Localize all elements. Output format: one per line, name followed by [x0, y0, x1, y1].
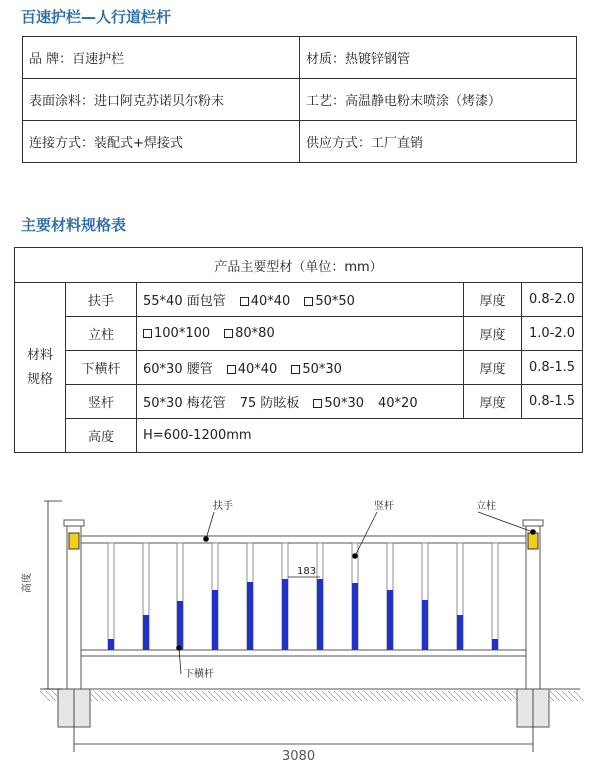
ground-hatch	[292, 691, 302, 701]
baluster	[108, 543, 114, 650]
spec-side-bottom: 规格	[26, 371, 53, 387]
baluster-leader	[355, 512, 377, 556]
ground-hatch	[472, 691, 482, 701]
ground-hatch	[484, 691, 494, 701]
ground-hatch	[358, 691, 368, 701]
ground-hatch	[322, 691, 332, 701]
spec-row-items	[137, 351, 464, 385]
spec-item	[143, 392, 226, 411]
ground-hatch	[442, 691, 452, 701]
left-reflector	[69, 533, 79, 549]
ground-hatch	[562, 691, 572, 701]
spec-table	[14, 247, 583, 453]
baluster-fill	[108, 639, 114, 650]
spec-row-name: 立柱	[66, 317, 137, 351]
ground-hatch	[400, 691, 410, 701]
ground-hatch	[388, 691, 398, 701]
baluster-fill	[282, 579, 288, 650]
ground-hatch	[304, 691, 314, 701]
ground-hatch	[286, 691, 296, 701]
spec-item	[240, 392, 300, 411]
handrail	[81, 536, 526, 543]
baluster-fill	[212, 590, 218, 650]
square-tube-icon	[224, 329, 233, 338]
spec-item	[224, 326, 275, 341]
ground-hatch	[418, 691, 428, 701]
ground-hatch	[202, 691, 212, 701]
ground-hatch	[130, 691, 140, 701]
ground-hatch	[262, 691, 272, 701]
square-tube-icon	[304, 297, 313, 306]
post-dot	[531, 530, 536, 535]
ground-hatch	[454, 691, 464, 701]
handrail-dot	[204, 537, 209, 542]
ground-hatch	[190, 691, 200, 701]
spec-header: 产品主要型材（单位：mm）	[15, 248, 583, 283]
baluster-fill	[492, 639, 498, 650]
spec-item-text: 100*100	[154, 326, 211, 341]
thickness-label: 厚度	[464, 317, 522, 351]
spec-item	[304, 294, 355, 309]
baluster	[492, 543, 498, 650]
label-width: 3080	[282, 749, 316, 764]
thickness-label: 厚度	[464, 385, 522, 419]
ground-hatch	[238, 691, 248, 701]
ground-hatch	[178, 691, 188, 701]
baluster-fill	[177, 601, 183, 650]
square-tube-icon	[313, 399, 322, 408]
spec-item	[143, 358, 213, 377]
spec-side-label	[15, 283, 66, 453]
spec-item	[313, 396, 364, 411]
ground-hatch	[172, 691, 182, 701]
info-supply: 供应方式：工厂直销	[300, 121, 577, 163]
ground-hatch	[496, 691, 506, 701]
height-name: 高度	[66, 419, 137, 453]
ground-hatch	[94, 691, 104, 701]
ground-hatch	[196, 691, 206, 701]
label-handrail: 扶手	[213, 501, 233, 512]
ground-hatch	[478, 691, 488, 701]
ground-hatch	[574, 691, 584, 701]
info-connection: 连接方式：装配式+焊接式	[23, 121, 300, 163]
spec-side-top: 材料	[26, 347, 53, 363]
ground-hatch	[154, 691, 164, 701]
ground-hatch	[46, 691, 56, 701]
ground-hatch	[448, 691, 458, 701]
ground-hatch	[214, 691, 224, 701]
ground-hatch	[40, 691, 50, 701]
ground-hatch	[556, 691, 566, 701]
ground-hatch	[328, 691, 338, 701]
baluster-fill	[317, 579, 323, 650]
thickness-value: 1.0-2.0	[522, 317, 583, 351]
spec-row-name: 下横杆	[66, 351, 137, 385]
thickness-label: 厚度	[464, 351, 522, 385]
ground-hatch	[244, 691, 254, 701]
ground-hatch	[160, 691, 170, 701]
ground-hatch	[436, 691, 446, 701]
ground-hatch	[232, 691, 242, 701]
info-process: 工艺：高温静电粉末喷涂（烤漆）	[300, 79, 577, 121]
baluster-fill	[387, 590, 393, 650]
spec-item	[240, 294, 291, 309]
thickness-value: 0.8-1.5	[522, 385, 583, 419]
label-height: 高度	[22, 573, 33, 593]
ground-hatch	[466, 691, 476, 701]
right-reflector	[528, 533, 538, 549]
ground-hatch	[382, 691, 392, 701]
square-tube-icon	[227, 365, 236, 374]
ground-hatch	[220, 691, 230, 701]
ground-hatch	[124, 691, 134, 701]
ground-hatch	[112, 691, 122, 701]
ground-hatch	[550, 691, 560, 701]
ground-hatch	[208, 691, 218, 701]
ground-hatch	[184, 691, 194, 701]
ground-hatch	[412, 691, 422, 701]
ground-hatch	[370, 691, 380, 701]
left-post-cap	[64, 520, 84, 526]
ground-hatch	[490, 691, 500, 701]
ground-hatch	[316, 691, 326, 701]
spec-item-text: 40*20	[378, 396, 418, 411]
railing-drawing	[0, 488, 594, 770]
spec-item-text: 50*30	[324, 396, 364, 411]
ground-hatch	[280, 691, 290, 701]
label-bottom-rail: 下横杆	[184, 669, 214, 680]
ground-hatch	[376, 691, 386, 701]
baluster-fill	[422, 600, 428, 650]
ground-hatch	[118, 691, 128, 701]
label-post: 立柱	[476, 501, 496, 512]
spec-item-text: 50*30 梅花管	[143, 396, 226, 411]
baluster-fill	[457, 615, 463, 650]
spec-item-text: 55*40 面包管	[143, 294, 226, 309]
label-baluster: 竖杆	[374, 501, 394, 512]
spec-item-text: 40*40	[237, 362, 278, 377]
ground-hatch	[460, 691, 470, 701]
bottom-rail	[81, 650, 526, 656]
spec-item-text: 50*30	[302, 362, 342, 377]
spec-row-name: 扶手	[66, 283, 137, 317]
thickness-label: 厚度	[464, 283, 522, 317]
spec-item-text: 40*40	[250, 294, 291, 309]
ground-hatch	[274, 691, 284, 701]
spec-row-name: 竖杆	[66, 385, 137, 419]
baluster-fill	[352, 583, 358, 650]
ground-hatch	[424, 691, 434, 701]
product-info-table	[22, 36, 577, 163]
spec-section-title: 主要材料规格表	[21, 216, 127, 234]
square-tube-icon	[143, 329, 152, 338]
spec-item-text: 50*50	[315, 294, 355, 309]
ground-hatch	[406, 691, 416, 701]
ground-hatch	[148, 691, 158, 701]
spec-item	[143, 290, 226, 309]
spec-item-text: 75 防眩板	[239, 396, 300, 411]
spec-row-items	[137, 385, 464, 419]
ground-hatch	[106, 691, 116, 701]
spec-item	[227, 362, 278, 377]
spec-item	[291, 362, 342, 377]
ground-hatch	[298, 691, 308, 701]
spec-item	[143, 326, 210, 341]
ground-hatch	[250, 691, 260, 701]
thickness-value: 0.8-1.5	[522, 351, 583, 385]
ground-hatch	[430, 691, 440, 701]
ground-hatch	[340, 691, 350, 701]
thickness-value: 0.8-2.0	[522, 283, 583, 317]
right-post-cap	[523, 520, 543, 526]
baluster-fill	[143, 615, 149, 650]
ground-hatch	[352, 691, 362, 701]
spec-row-items	[137, 283, 464, 317]
info-brand: 品 牌：百速护栏	[23, 37, 300, 79]
ground-hatch	[394, 691, 404, 701]
ground-hatch	[346, 691, 356, 701]
height-value: H=600-1200mm	[137, 419, 583, 453]
ground-hatch	[364, 691, 374, 701]
ground-hatch	[502, 691, 512, 701]
spec-row-items	[137, 317, 464, 351]
spec-item-text: 80*80	[235, 326, 275, 341]
info-material: 材质：热镀锌钢管	[300, 37, 577, 79]
ground-hatch	[568, 691, 578, 701]
info-coating: 表面涂料：进口阿克苏诺贝尔粉末	[23, 79, 300, 121]
baluster-dot	[353, 554, 358, 559]
spec-item	[378, 396, 418, 411]
ground-hatch	[334, 691, 344, 701]
baluster-fill	[247, 582, 253, 650]
bottom-rail-dot	[177, 646, 182, 651]
ground-hatch	[100, 691, 110, 701]
ground-hatch	[268, 691, 278, 701]
ground-hatch	[136, 691, 146, 701]
ground-hatch	[310, 691, 320, 701]
label-spacing: 183	[297, 566, 317, 577]
ground-hatch	[256, 691, 266, 701]
ground-hatch	[166, 691, 176, 701]
square-tube-icon	[291, 365, 300, 374]
page-title: 百速护栏—人行道栏杆	[21, 8, 172, 26]
spec-item-text: 60*30 腰管	[143, 362, 213, 377]
handrail-leader	[206, 512, 214, 539]
square-tube-icon	[240, 297, 249, 306]
ground-hatch	[226, 691, 236, 701]
ground-hatch	[142, 691, 152, 701]
